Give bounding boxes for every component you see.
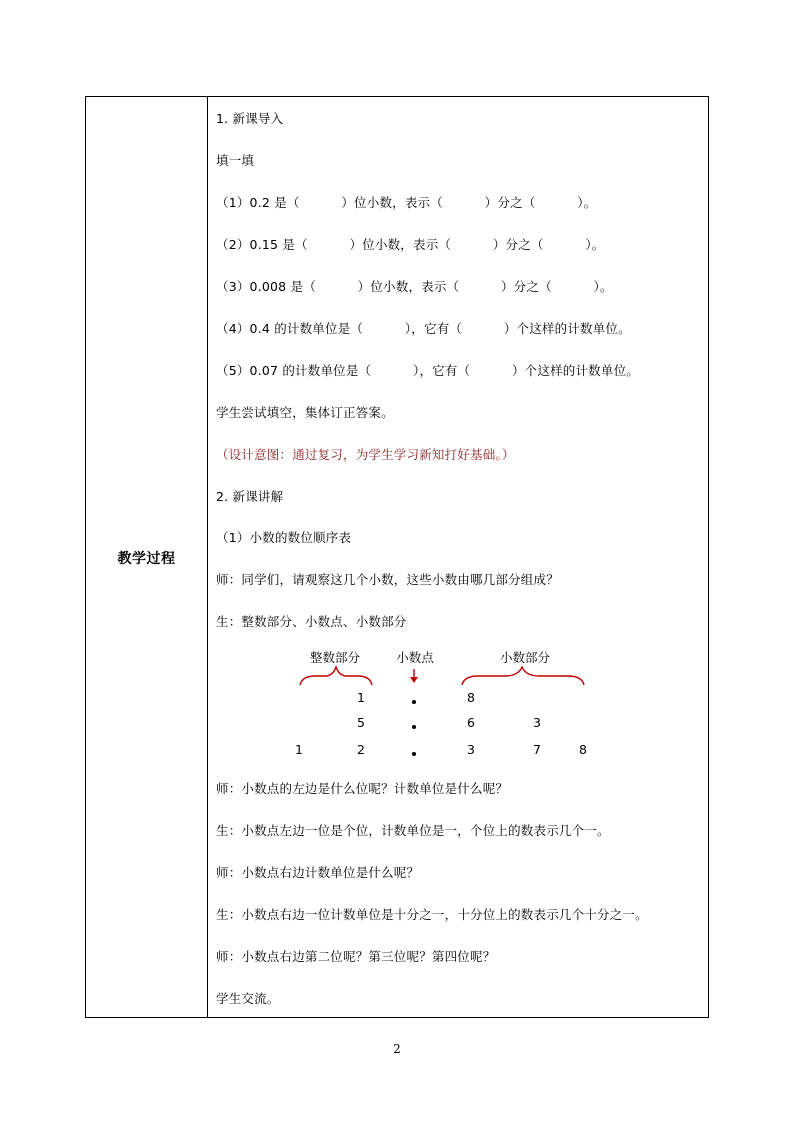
digit-ones: 5 [357, 715, 365, 730]
decimal-point [412, 725, 416, 729]
label-decimal-point: 小数点 [396, 650, 434, 665]
label-decimal-part: 小数部分 [499, 650, 550, 665]
exercise-line: （2）0.15 是（ ）位小数，表示（ ）分之（ ）。 [216, 237, 605, 252]
teacher-line: 师：小数点右边第二位呢？第三位呢？第四位呢？ [216, 949, 496, 964]
heading-new-lesson-explain: 2. 新课讲解 [216, 489, 284, 504]
student-activity: 学生尝试填空，集体订正答案。 [216, 405, 394, 420]
exercise-line: （5）0.07 的计数单位是（ ），它有（ ）个这样的计数单位。 [216, 363, 639, 378]
digit-tenths: 8 [467, 690, 475, 705]
digit-tens: 1 [295, 742, 303, 757]
digit-thousandths: 8 [579, 742, 587, 757]
integer-part-brace [300, 667, 372, 685]
page-number: 2 [393, 1042, 401, 1056]
digit-tenths: 3 [467, 742, 475, 757]
teacher-line: 师：小数点右边计数单位是什么呢？ [216, 865, 420, 880]
decimal-point-arrow-head [410, 677, 418, 683]
decimal-part-brace [462, 667, 584, 685]
design-intent-note: （设计意图：通过复习，为学生学习新知打好基础。） [216, 447, 515, 462]
exercise-line: （1）0.2 是（ ）位小数，表示（ ）分之（ ）。 [216, 195, 597, 210]
teacher-line: 师：小数点的左边是什么位呢？计数单位是什么呢？ [216, 781, 509, 796]
section-label: 教学过程 [117, 551, 176, 567]
digit-hundredths: 7 [533, 742, 541, 757]
student-activity: 学生交流。 [216, 991, 280, 1006]
exercise-line: （4）0.4 的计数单位是（ ），它有（ ）个这样的计数单位。 [216, 321, 631, 336]
subheading-place-value-table: （1）小数的数位顺序表 [216, 530, 352, 545]
teacher-line: 师：同学们，请观察这几个小数，这些小数由哪几部分组成？ [216, 572, 559, 587]
exercise-line: （3）0.008 是（ ）位小数，表示（ ）分之（ ）。 [216, 279, 613, 294]
label-integer-part: 整数部分 [309, 650, 360, 665]
digit-hundredths: 3 [533, 715, 541, 730]
decimal-point [412, 752, 416, 756]
decimal-point [412, 700, 416, 704]
digit-tenths: 6 [467, 715, 475, 730]
student-line: 生：小数点左边一位是个位，计数单位是一，个位上的数表示几个一。 [216, 823, 610, 838]
digit-ones: 2 [357, 742, 365, 757]
student-line: 生：小数点右边一位计数单位是十分之一，十分位上的数表示几个十分之一。 [216, 907, 648, 922]
fill-in-title: 填一填 [216, 153, 255, 168]
digit-ones: 1 [357, 690, 365, 705]
heading-new-lesson-intro: 1. 新课导入 [216, 111, 284, 126]
student-line: 生：整数部分、小数点、小数部分 [216, 614, 407, 629]
